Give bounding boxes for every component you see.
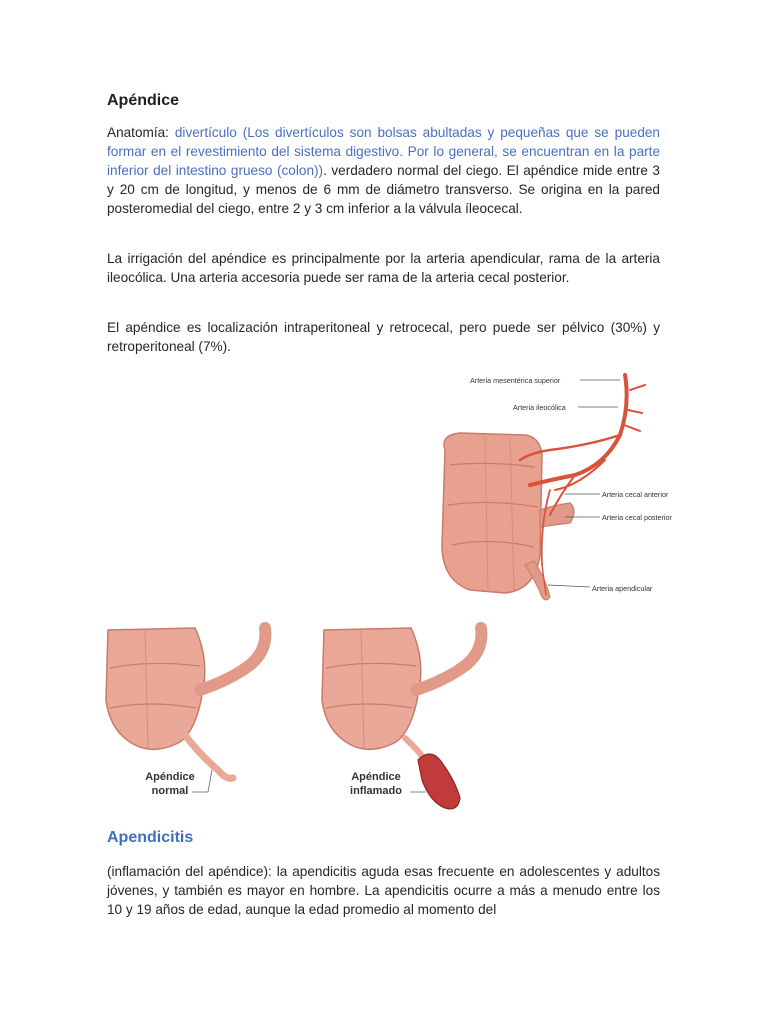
anatomy-rest: . verdadero normal del ciego. El apéndice mide entre 3 y 20 cm de longitud, y menos de 6 mm de diámetro transverso. Se origina en la pared posteromedial del ciego, entre 2 y 3 cm inferior a la válvula íleocecal. [107, 163, 660, 216]
section-title-apendicitis: Apendicitis [107, 829, 194, 846]
appendix-comparison-figure [100, 620, 530, 820]
label-cecal-anterior: Arteria cecal anterior [602, 490, 669, 499]
label-appendicular: Arteria apendicular [592, 584, 653, 593]
label-ileocolic: Arteria ileocólica [513, 403, 566, 412]
irrigation-paragraph: La irrigación del apéndice es principalmente por la arteria apendicular, rama de la arteria ileocólica. Una arteria accesoria puede ser rama de la arteria cecal posterior. [107, 251, 660, 285]
normal-appendix-illustration [106, 628, 265, 792]
page-title: Apéndice [107, 92, 180, 109]
location-paragraph: El apéndice es localización intraperitoneal y retrocecal, pero puede ser pélvico (30%) y retroperitoneal (7%). [107, 320, 660, 354]
inflamed-appendix-illustration [322, 628, 481, 809]
anatomy-paragraph [107, 123, 660, 218]
arterial-supply-figure [430, 365, 700, 605]
anatomy-lead: Anatomía: [107, 125, 175, 140]
cecum-illustration [442, 433, 574, 600]
caption-normal-line1: Apéndice [145, 771, 195, 783]
label-sup-mesenteric: Arteria mesentérica superior [470, 376, 561, 385]
apendicitis-paragraph: (inflamación del apéndice): la apendicitis aguda esas frecuente en adolescentes y adultos jóvenes, y también es mayor en hombre. La apendicitis ocurre a más a menudo entre los 10 y 19 años de edad, aunque la edad promedio al momento del [107, 864, 660, 917]
caption-normal-line2: normal [151, 785, 189, 797]
caption-inflamed-line2: inflamado [350, 785, 402, 797]
label-cecal-posterior: Arteria cecal posterior [602, 513, 672, 522]
diverticulo-link[interactable]: divertículo (Los divertículos son bolsas abultadas y pequeñas que se pueden formar en el revestimiento del sistema digestivo. Por lo general, se encuentran en la parte inferior del intestino grueso (colon)) [107, 125, 660, 178]
caption-inflamed-line1: Apéndice [351, 771, 401, 783]
